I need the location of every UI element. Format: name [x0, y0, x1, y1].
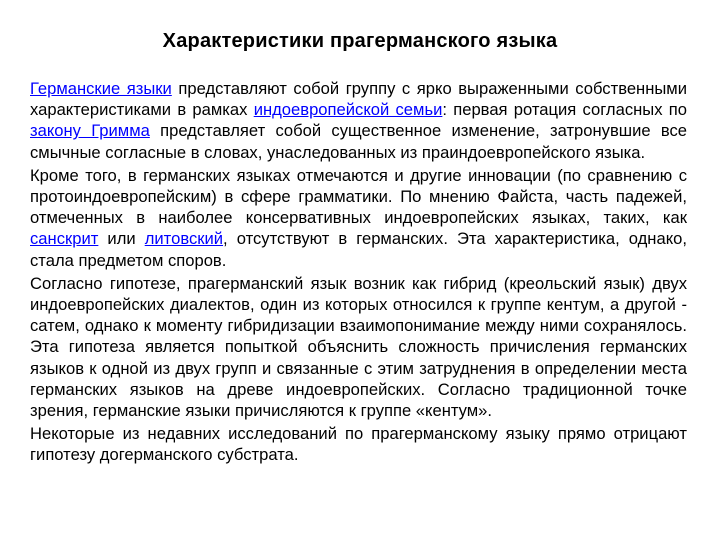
- paragraph-text: , отсутствуют в германских. Эта характеристика, однако, стала предметом споров.: [30, 229, 687, 270]
- paragraph: [30, 423, 687, 465]
- paragraph-text: представляют собой группу с ярко выраженными собственными характеристиками в рамках: [30, 79, 687, 120]
- hyperlink[interactable]: закону Гримма: [30, 121, 150, 141]
- hyperlink[interactable]: Германские языки: [30, 79, 172, 98]
- slide-body: [30, 78, 687, 468]
- paragraph-text: : первая ротация согласных по: [442, 100, 688, 120]
- hyperlink[interactable]: литовский: [144, 229, 224, 249]
- paragraph: [30, 273, 687, 421]
- hyperlink[interactable]: санскрит: [30, 229, 99, 249]
- hyperlink[interactable]: индоевропейской семьи: [253, 100, 443, 120]
- paragraph: [30, 78, 687, 163]
- paragraph-text: Кроме того, в германских языках отмечаются и другие инновации (по сравнению с протоиндоевропейским) в сфере грамматики. По мнению Файста, часть падежей, отмеченных в наиболее консервативных индоевропейских языках, таких, как: [30, 165, 687, 228]
- paragraph-text: представляет собой существенное изменение, затронувшие все смычные согласные в словах, унаследованных из праиндоевропейского языка.: [30, 121, 687, 162]
- paragraph-text: или: [98, 229, 145, 249]
- paragraph-text: Некоторые из недавних исследований по прагерманскому языку прямо отрицают гипотезу догерманского субстрата.: [30, 424, 687, 465]
- paragraph: [30, 165, 687, 271]
- paragraph-text: Согласно гипотезе, прагерманский язык возник как гибрид (креольский язык) двух индоевропейских диалектов, один из которых относился к группе кентум, а другой - сатем, однако к моменту гибридизации взаимопонимание между ними сохранялось. Эта гипотеза является попыткой объяснить сложность причисления германских языков к одной из двух групп и связанные с этим затруднения в определении места германских языков на древе индоевропейских. Согласно традиционной точке зрения, германские языки причисляются к группе «кентум».: [30, 273, 687, 421]
- slide-title: Характеристики прагерманского языка: [162, 30, 558, 52]
